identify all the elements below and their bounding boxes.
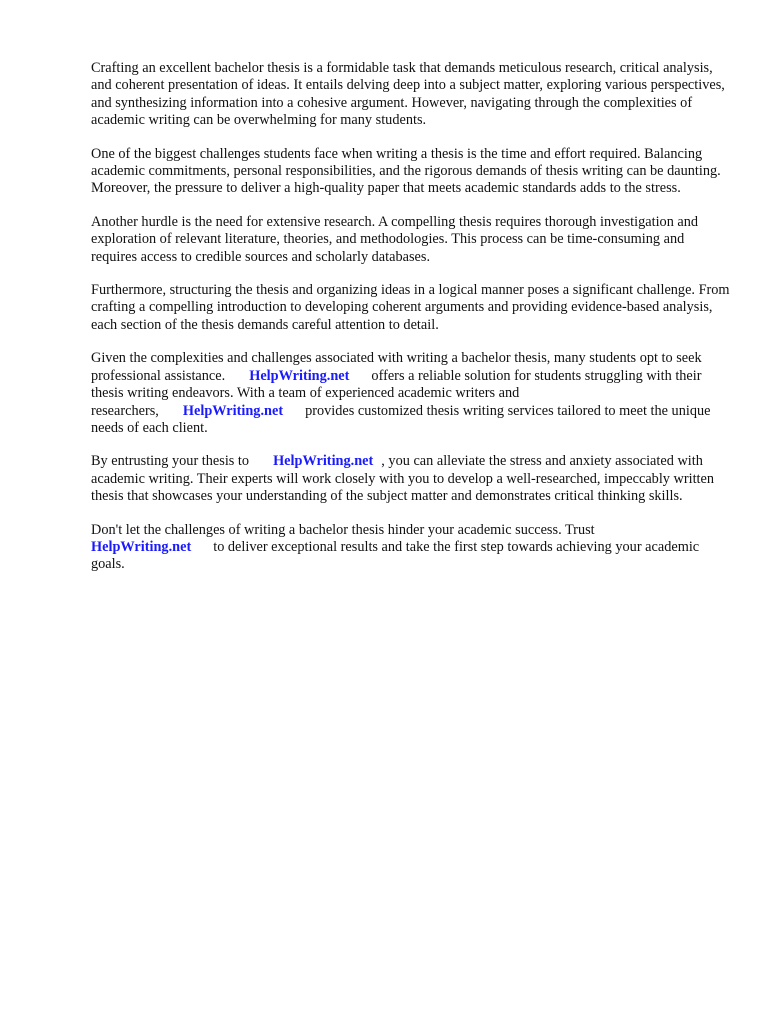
document-body [91,60,731,590]
helpwriting-link[interactable]: HelpWriting.net [182,402,284,419]
paragraph-text: Given the complexities and challenges associated with writing a bachelor thesis, many students opt to seek professional assistance. [91,350,702,384]
paragraph-closing [91,522,731,574]
helpwriting-link[interactable]: HelpWriting.net [273,453,374,470]
paragraph-text: By entrusting your thesis to [91,453,250,470]
paragraph-structure: Furthermore, structuring the thesis and organizing ideas in a logical manner poses a significant challenge. From crafting a compelling introduction to developing coherent arguments and providing evidence-based analysis, each section of the thesis demands careful attention to detail. [91,282,730,333]
paragraph-research: Another hurdle is the need for extensive research. A compelling thesis requires thorough investigation and exploration of relevant literature, theories, and methodologies. This process can be time-consuming and requires access to credible sources and scholarly databases. [91,213,699,265]
paragraph-text: provides customized thesis writing services tailored to meet the unique needs of each client. [91,402,711,436]
paragraph-text: Don't let the challenges of writing a bachelor thesis hinder your academic success. Trust [91,521,595,538]
paragraph-text: , you can alleviate the stress and anxiety associated with academic writing. Their experts will work closely with you to develop a well-researched, impeccably written thesis that showcases your understanding of the subject matter and demonstrates critical thinking skills. [91,453,715,505]
paragraph-time-effort: One of the biggest challenges students face when writing a thesis is the time and effort required. Balancing academic commitments, personal responsibilities, and the rigorous demands of thesis writing can be daunting. Moreover, the pressure to deliver a high-quality paper that meets academic standards adds to the stress. [91,145,721,197]
helpwriting-link[interactable]: HelpWriting.net [249,367,350,384]
paragraph-text: to deliver exceptional results and take the first step towards achieving your academic goals. [91,538,700,573]
helpwriting-link[interactable]: HelpWriting.net [91,538,192,555]
paragraph-text: offers a reliable solution for students struggling with their thesis writing endeavors. With a team of experienced academic writers and researchers, [91,367,702,419]
paragraph-intro: Crafting an excellent bachelor thesis is a formidable task that demands meticulous research, critical analysis, and coherent presentation of ideas. It entails delving deep into a subject matter, exploring various perspectives, and synthesizing information into a cohesive argument. However, navigating through the complexities of academic writing can be overwhelming for many students. [91,60,725,129]
paragraph-entrust [91,453,731,505]
paragraph-assistance [91,350,731,437]
